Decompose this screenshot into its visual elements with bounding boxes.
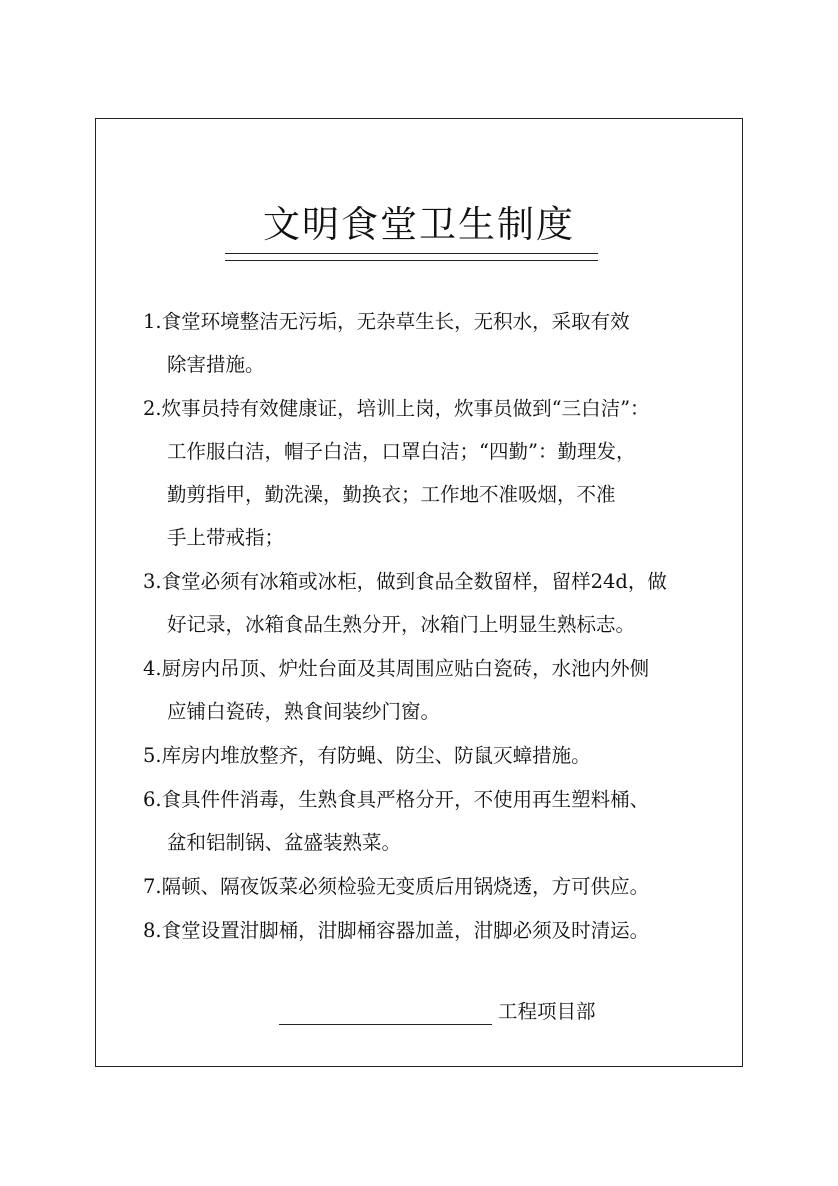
rule-item-7 [143,865,738,908]
rule-line: 6.食具件件消毒，生熟食具严格分开，不使用再生塑料桶、 [143,788,650,811]
rule-line: 勤剪指甲，勤洗澡，勤换衣；工作地不准吸烟，不准 [167,483,616,506]
signature-blank-line [279,1024,492,1025]
department-label: 工程项目部 [498,1000,596,1023]
rule-line: 3.食堂必须有冰箱或冰柜，做到食品全数留样，留样24d，做 [143,570,667,593]
document-frame [95,118,743,1067]
rule-line: 工作服白洁，帽子白洁，口罩白洁；“四勤”：勤理发， [167,440,636,463]
title-underline-bottom [225,260,598,261]
rule-line: 好记录，冰箱食品生熟分开，冰箱门上明显生熟标志。 [167,613,636,636]
rule-line: 手上带戒指； [167,526,285,549]
rule-line: 除害措施。 [167,353,265,376]
rule-item-1 [143,300,738,386]
rule-line: 1.食堂环境整洁无污垢，无杂草生长，无积水，采取有效 [143,310,630,333]
rule-line: 应铺白瓷砖，熟食间装纱门窗。 [167,700,441,723]
rule-line: 2.炊事员持有效健康证，培训上岗，炊事员做到“三白洁”： [143,397,650,420]
rule-item-5 [143,734,738,777]
rule-line: 盆和铝制锅、盆盛装熟菜。 [167,831,402,854]
rule-item-2 [143,387,738,559]
rule-line: 8.食堂设置泔脚桶，泔脚桶容器加盖，泔脚必须及时清运。 [143,919,650,942]
rule-line: 7.隔顿、隔夜饭菜必须检验无变质后用锅烧透，方可供应。 [143,875,650,898]
title-underline-top [225,253,598,254]
rules-list [143,300,738,953]
rule-item-3 [143,560,738,646]
rule-line: 5.库房内堆放整齐，有防蝇、防尘、防鼠灭蟑措施。 [143,744,591,767]
rule-line: 4.厨房内吊顶、炉灶台面及其周围应贴白瓷砖，水池内外侧 [143,657,650,680]
document-title: 文明食堂卫生制度 [263,203,575,246]
rule-item-4 [143,647,738,733]
rule-item-8 [143,909,738,952]
rule-item-6 [143,778,738,864]
signature-footer [279,997,619,1027]
